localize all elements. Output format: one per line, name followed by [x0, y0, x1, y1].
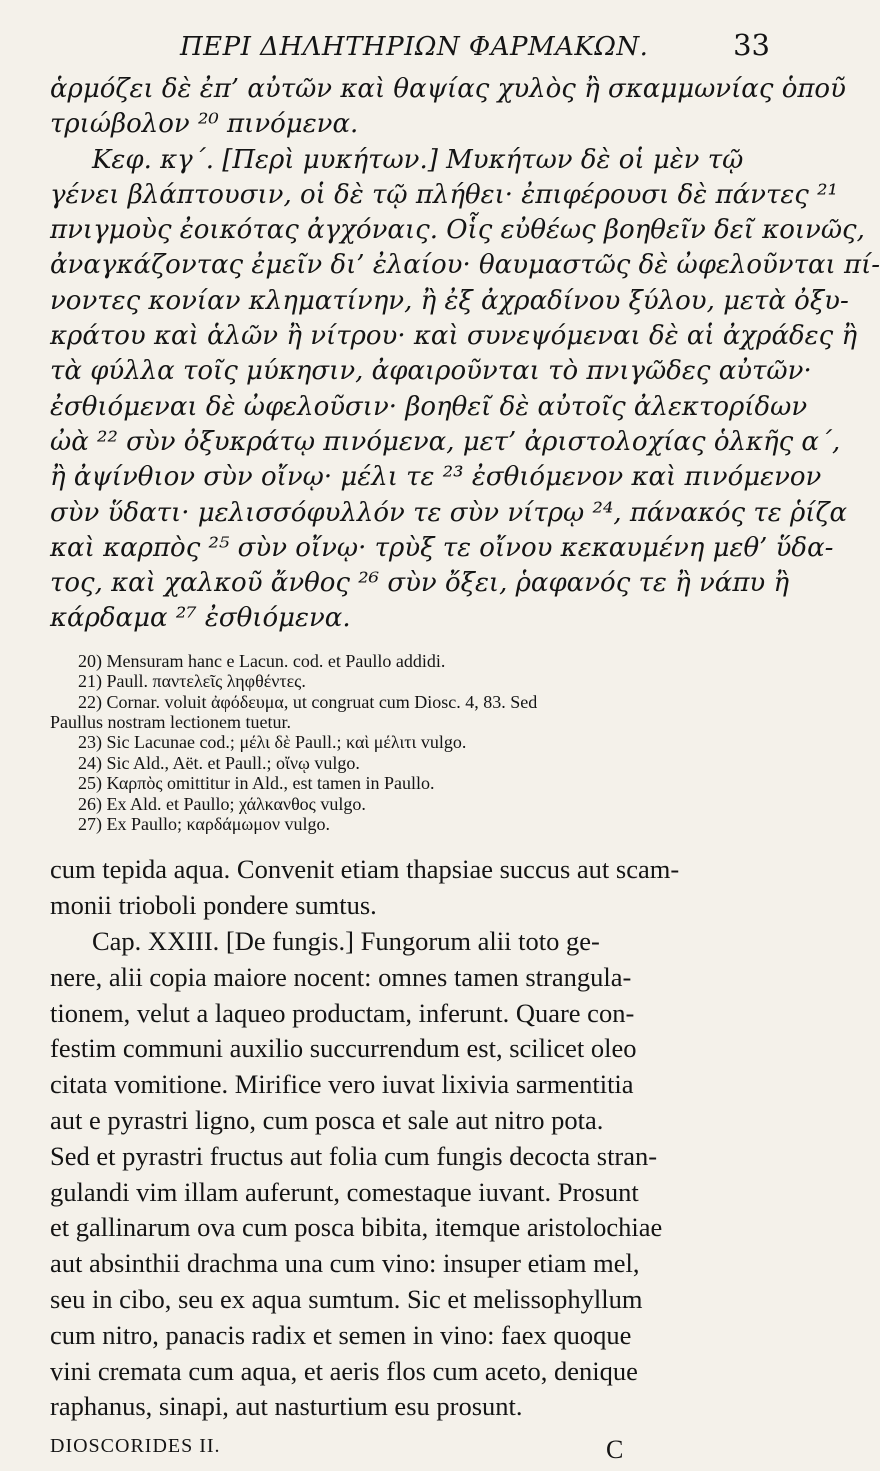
greek-line: κάρδαμα ²⁷ ἐσθιόμενα. [50, 603, 351, 634]
latin-line: et gallinarum ova cum posca bibita, itemque aristolochiae [50, 1212, 663, 1243]
greek-line: πνιγμοὺς ἐοικότας ἀγχόναις. Οἷς εὐθέως βοηθεῖν δεῖ κοινῶς, [50, 215, 865, 246]
page-number: 33 [733, 28, 770, 62]
latin-line: citata vomitione. Mirifice vero iuvat lixivia sarmentitia [50, 1069, 634, 1100]
latin-line: aut absinthii drachma una cum vino: insuper etiam mel, [50, 1248, 640, 1279]
latin-line: monii trioboli pondere sumtus. [50, 890, 377, 921]
greek-line: γένει βλάπτουσιν, οἱ δὲ τῷ πλήθει· ἐπιφέρουσι δὲ πάντες ²¹ [50, 179, 838, 210]
latin-line: tionem, velut a laqueo productam, inferunt. Quare con- [50, 997, 635, 1028]
latin-line: raphanus, sinapi, aut nasturtium esu prosunt. [50, 1391, 523, 1422]
latin-text-block [50, 852, 774, 1425]
latin-line: vini cremata cum aqua, et aeris flos cum aceto, denique [50, 1355, 638, 1386]
running-title: ΠΕΡΙ ΔΗΛΗΤΗΡΙΩΝ ΦΑΡΜΑΚΩΝ. [180, 32, 649, 62]
greek-line: σὺν ὕδατι· μελισσόφυλλόν τε σὺν νίτρῳ ²⁴, πάνακός τε ῥίζα [50, 497, 848, 528]
latin-line: cum tepida aqua. Convenit etiam thapsiae succus aut scam- [50, 854, 680, 885]
signature-mark: C [606, 1435, 624, 1465]
footnote: 25) Καρπὸς omittitur in Ald., est tamen in Paullo. [78, 773, 435, 794]
footnote-continuation: Paullus nostram lectionem tuetur. [50, 711, 291, 732]
greek-line: ἢ ἀψίνθιον σὺν οἴνῳ· μέλι τε ²³ ἐσθιόμενον καὶ πινόμενον [50, 462, 822, 493]
latin-line: cum nitro, panacis radix et semen in vino: faex quoque [50, 1319, 632, 1350]
footnote: 24) Sic Ald., Aët. et Paull.; οἴνῳ vulgo. [78, 752, 360, 773]
footnote: 27) Ex Paullo; καρδάμωμον vulgo. [78, 814, 331, 834]
latin-line: Cap. XXIII. [De fungis.] Fungorum alii toto ge- [92, 926, 600, 956]
page-footer [50, 1431, 774, 1471]
footnote: 21) Paull. παντελεῖς ληφθέντες. [78, 671, 306, 692]
footnote: 23) Sic Lacunae cod.; μέλι δὲ Paull.; καὶ μέλιτι vulgo. [78, 732, 467, 753]
latin-line: gulandi vim illam auferunt, comestaque iuvant. Prosunt [50, 1176, 639, 1207]
page-header [50, 24, 774, 72]
footnote: 22) Cornar. voluit ἀφόδευμα, ut congruat cum Diosc. 4, 83. Sed [78, 691, 538, 712]
latin-line: Sed et pyrastri fructus aut folia cum fungis decocta stran- [50, 1140, 658, 1171]
greek-line: ἀναγκάζοντας ἐμεῖν δι’ ἐλαίου· θαυμαστῶς δὲ ὠφελοῦνται πί- [50, 250, 880, 281]
greek-line: ἐσθιόμεναι δὲ ὠφελοῦσιν· βοηθεῖ δὲ αὐτοῖς ἀλεκτορίδων [50, 391, 808, 422]
latin-line: aut e pyrastri ligno, cum posca et sale aut nitro pota. [50, 1104, 604, 1135]
footnote: 26) Ex Ald. et Paullo; χάλκανθος vulgo. [78, 793, 366, 814]
greek-line: νοντες κονίαν κληματίνην, ἢ ἐξ ἀχραδίνου ξύλου, μετὰ ὀξυ- [50, 285, 849, 316]
latin-line: festim communi auxilio succurrendum est, scilicet oleo [50, 1033, 637, 1064]
greek-line: Κεφ. κγ΄. [Περὶ μυκήτων.] Μυκήτων δὲ οἱ μὲν τῷ [92, 144, 744, 175]
latin-line: seu in cibo, seu ex aqua sumtum. Sic et melissophyllum [50, 1283, 643, 1314]
greek-line: κράτου καὶ ἁλῶν ἢ νίτρου· καὶ συνεψόμεναι δὲ αἱ ἀχράδες ἢ [50, 321, 858, 352]
printer-signature: DIOSCORIDES II. [50, 1435, 221, 1458]
greek-line: τὰ φύλλα τοῖς μύκησιν, ἀφαιροῦνται τὸ πνιγῶδες αὐτῶν· [50, 356, 812, 387]
greek-line: καὶ καρπὸς ²⁵ σὺν οἴνῳ· τρὺξ τε οἴνου κεκαυμένη μεθ’ ὕδα- [50, 532, 834, 563]
footnotes [50, 651, 774, 835]
greek-line: τος, καὶ χαλκοῦ ἄνθος ²⁶ σὺν ὄξει, ῥαφανός τε ἢ νάπυ ἢ [50, 568, 790, 599]
greek-line: τριώβολον ²⁰ πινόμενα. [50, 109, 359, 140]
greek-line: ἁρμόζει δὲ ἐπ’ αὐτῶν καὶ θαψίας χυλὸς ἢ σκαμμωνίας ὁποῦ [50, 74, 846, 104]
greek-text-block [50, 72, 880, 637]
footnote: 20) Mensuram hanc e Lacun. cod. et Paullo addidi. [78, 650, 446, 671]
greek-line: ὠὰ ²² σὺν ὀξυκράτῳ πινόμενα, μετ’ ἀριστολοχίας ὁλκῆς α΄, [50, 426, 841, 457]
latin-line: nere, alii copia maiore nocent: omnes tamen strangula- [50, 961, 632, 992]
